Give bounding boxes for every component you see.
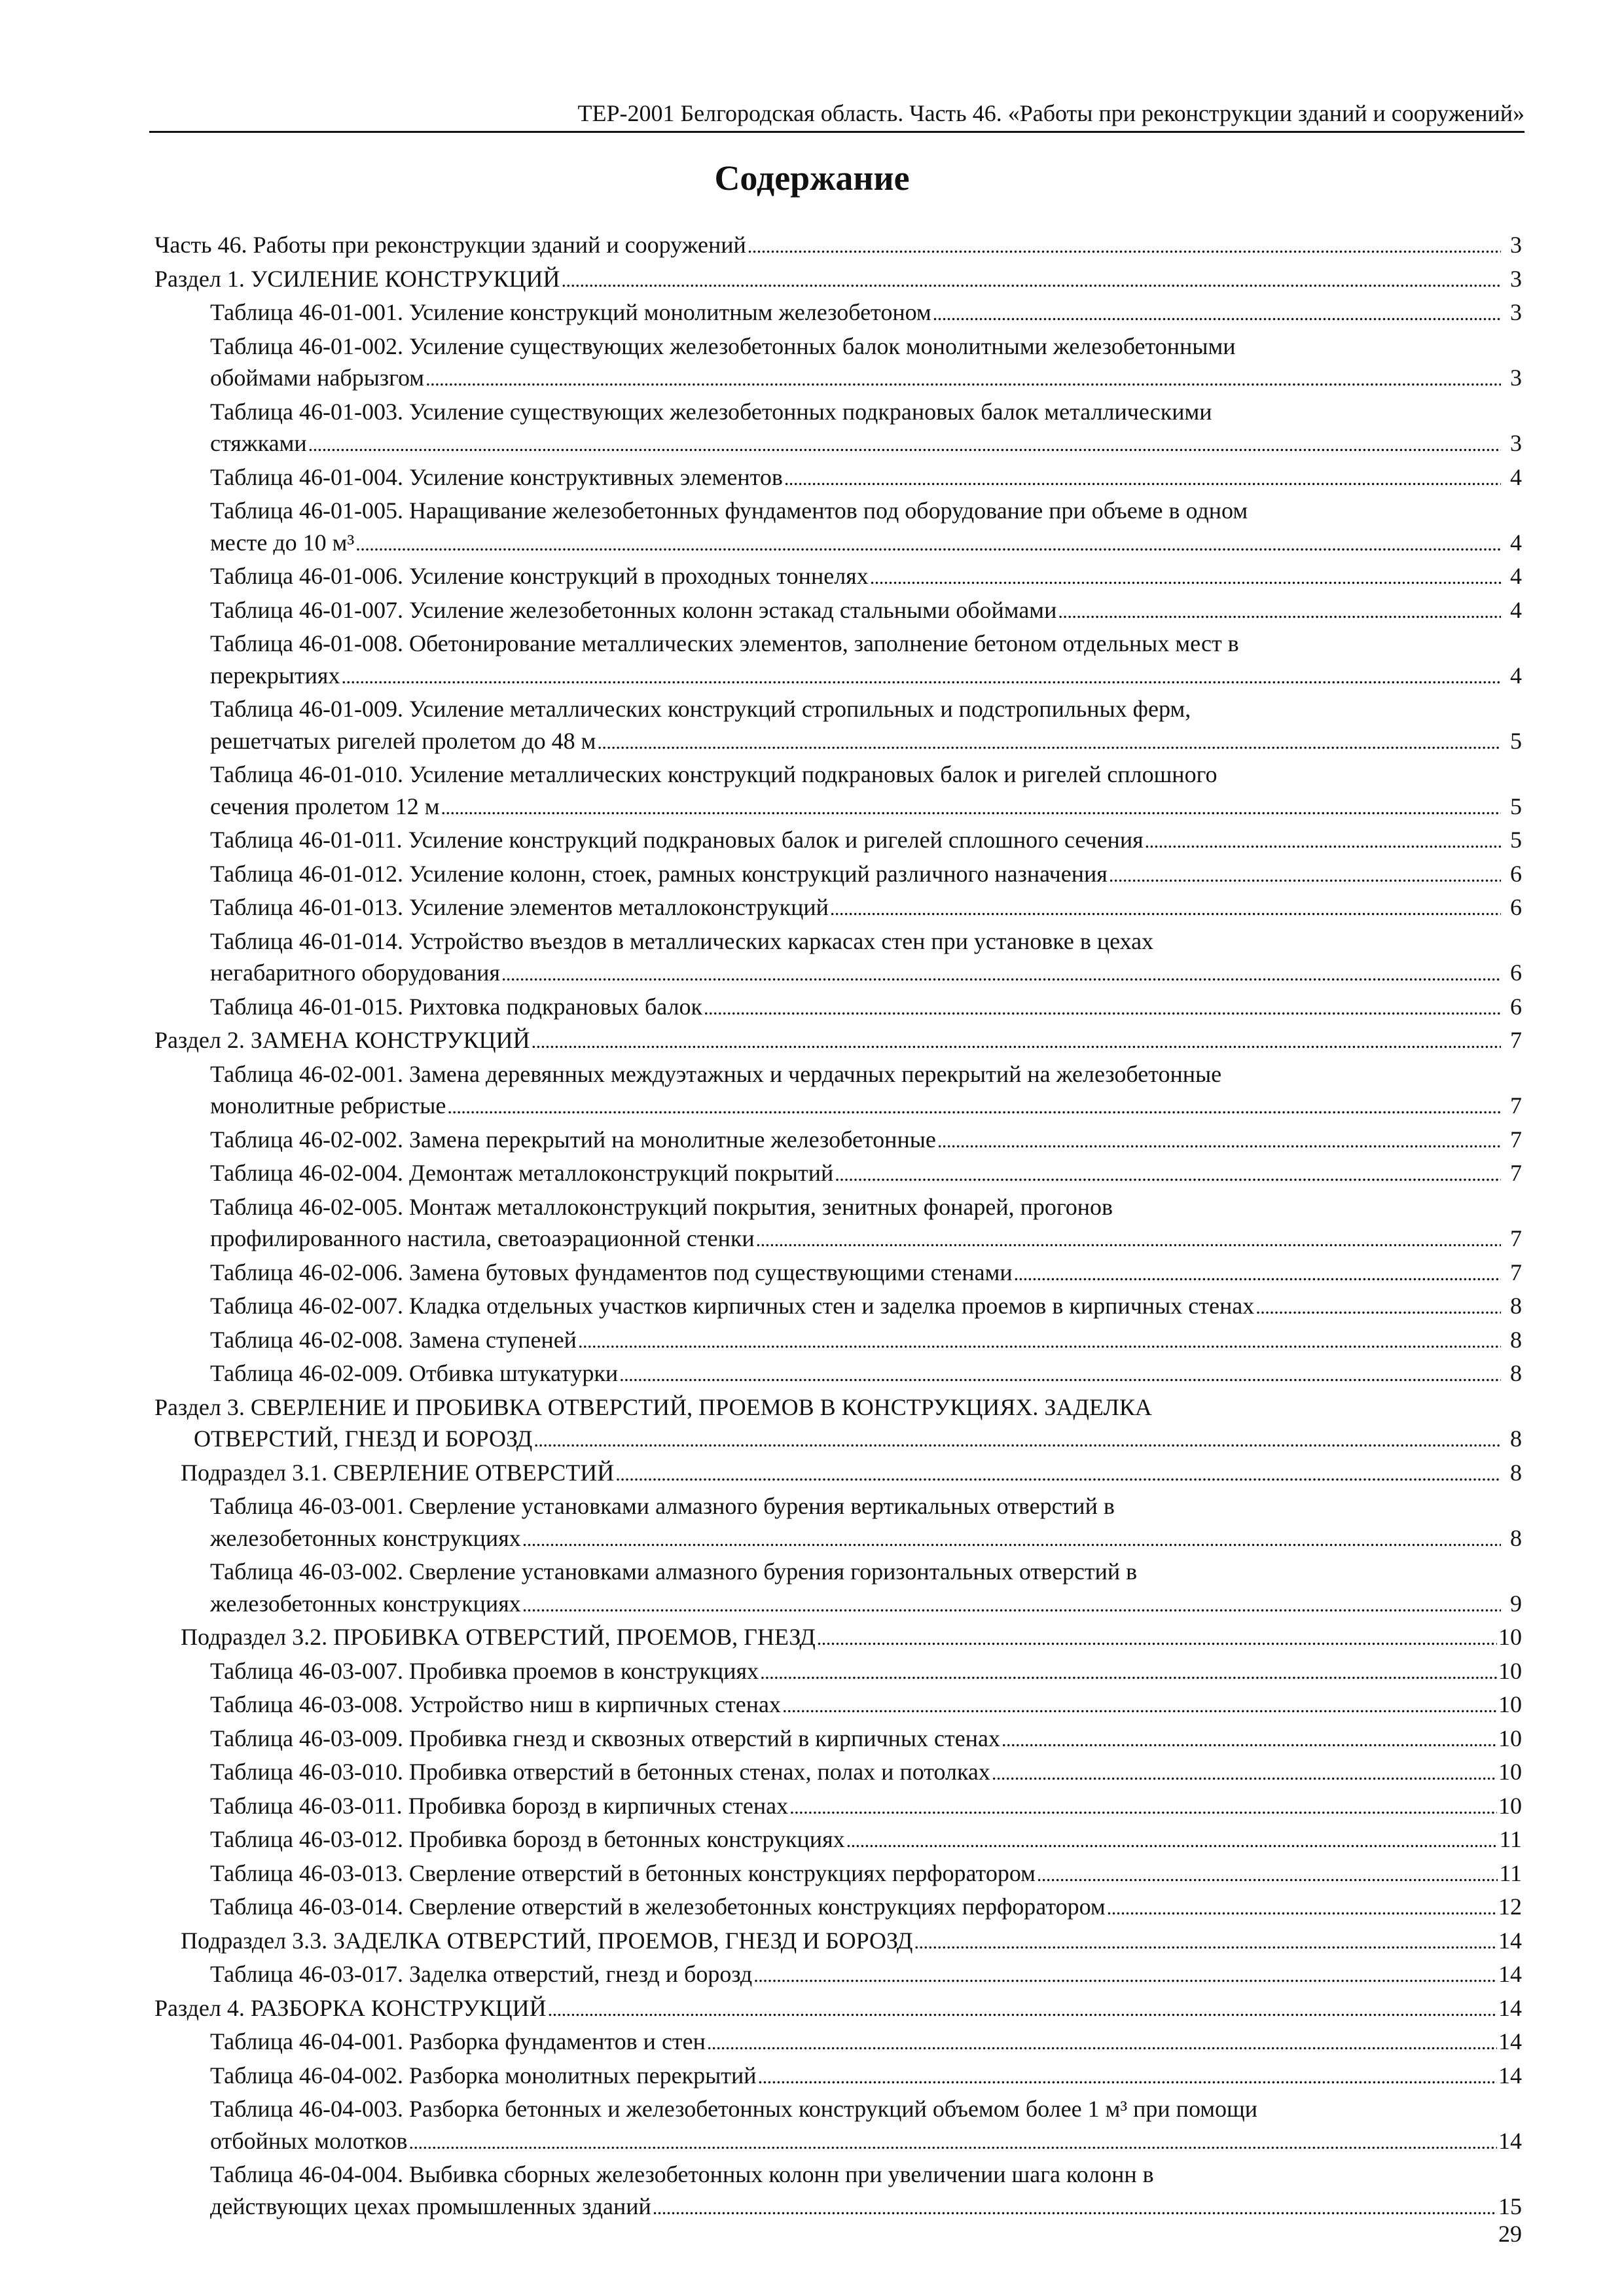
toc-page-number: 10 [1498, 1759, 1522, 1785]
toc-table-entry[interactable] [154, 1191, 1522, 1257]
toc-entry-text: Таблица 46-02-004. Демонтаж металлоконструкций покрытий [210, 1160, 834, 1186]
dot-leader [1058, 594, 1501, 628]
toc-entry-text: Таблица 46-01-010. Усиление металлических конструкций подкрановых балок и ригелей сплошного [210, 761, 1218, 787]
toc-entry-text: Таблица 46-03-009. Пробивка гнезд и сквозных отверстий в кирпичных стенах [210, 1725, 1000, 1751]
toc-entry-text: стяжками [210, 430, 307, 456]
toc-entry-text: железобетонных конструкциях [210, 1590, 521, 1617]
toc-entry-text: Таблица 46-02-005. Монтаж металлоконструкций покрытия, зенитных фонарей, прогонов [210, 1193, 1113, 1220]
toc-entry-text: Подраздел 3.3. ЗАДЕЛКА ОТВЕРСТИЙ, ПРОЕМОВ, ГНЕЗД И БОРОЗД [181, 1927, 913, 1954]
toc-entry-text: профилированного настила, светоаэрационной стенки [210, 1225, 755, 1251]
toc-entry-text: Раздел 3. СВЕРЛЕНИЕ И ПРОБИВКА ОТВЕРСТИЙ, ПРОЕМОВ В КОНСТРУКЦИЯХ. ЗАДЕЛКА [154, 1393, 1152, 1420]
toc-page-number: 9 [1510, 1590, 1522, 1617]
toc-page-number: 3 [1510, 232, 1522, 258]
dot-leader [1145, 824, 1501, 858]
dot-leader [1255, 1290, 1501, 1324]
toc-table-entry[interactable] [154, 1257, 1522, 1291]
toc-entry-text: Таблица 46-01-005. Наращивание железобетонных фундаментов под оборудование при объеме в одном [210, 497, 1248, 524]
dot-leader [758, 2060, 1497, 2094]
toc-entry-text: Таблица 46-02-009. Отбивка штукатурки [210, 1360, 619, 1386]
toc-table-entry[interactable] [154, 858, 1522, 892]
toc-table-entry[interactable] [154, 1556, 1522, 1621]
toc-page-number: 5 [1510, 793, 1522, 819]
dot-leader [760, 1655, 1497, 1689]
toc-page-number: 14 [1498, 1927, 1522, 1954]
toc-section-entry[interactable] [154, 1024, 1522, 1058]
toc-entry-text: Таблица 46-01-007. Усиление железобетонных колонн эстакад стальными обоймами [210, 596, 1057, 623]
toc-entry-text: Таблица 46-03-017. Заделка отверстий, гнезд и борозд [210, 1961, 753, 1987]
toc-entry-text: Таблица 46-03-007. Пробивка проемов в конструкциях [210, 1657, 759, 1684]
toc-subsection-entry[interactable] [154, 1925, 1522, 1959]
toc-entry-text: Раздел 1. УСИЛЕНИЕ КОНСТРУКЦИЙ [154, 265, 560, 292]
toc-page-number: 14 [1498, 1961, 1522, 1987]
toc-page-number: 4 [1510, 529, 1522, 556]
toc-table-entry[interactable] [154, 1655, 1522, 1689]
dot-leader [817, 1621, 1497, 1655]
dot-leader [653, 2191, 1497, 2225]
dot-leader [341, 660, 1501, 694]
dot-leader [561, 263, 1501, 297]
toc-entry-text: Часть 46. Работы при реконструкции зданий и сооружений [154, 232, 746, 258]
toc-entry-text: Таблица 46-01-008. Обетонирование металлических элементов, заполнение бетоном отдельных мест в [210, 630, 1239, 656]
toc-entry-text: Таблица 46-01-001. Усиление конструкций монолитным железобетоном [210, 299, 931, 325]
dot-leader [707, 2026, 1497, 2060]
toc-page-number: 3 [1510, 430, 1522, 456]
dot-leader [308, 427, 1501, 461]
toc-table-entry[interactable] [154, 693, 1522, 759]
toc-entry-text: Таблица 46-01-003. Усиление существующих железобетонных подкрановых балок металлическими [210, 398, 1212, 425]
toc-page-number: 8 [1510, 1360, 1522, 1386]
dot-leader [704, 991, 1501, 1025]
toc-entry-text: Раздел 4. РАЗБОРКА КОНСТРУКЦИЙ [154, 1994, 547, 2021]
toc-page-number: 6 [1510, 993, 1522, 1020]
toc-entry-text: обоймами набрызгом [210, 365, 425, 391]
dot-leader [619, 1357, 1501, 1391]
toc-subsection-entry[interactable] [154, 1621, 1522, 1655]
toc-page-number: 4 [1510, 563, 1522, 589]
toc-table-entry[interactable] [154, 495, 1522, 560]
toc-page-number: 8 [1510, 1524, 1522, 1551]
toc-entry-text: Таблица 46-02-007. Кладка отдельных участков кирпичных стен и заделка проемов в кирпичных стенах [210, 1293, 1255, 1319]
toc-table-entry[interactable] [154, 891, 1522, 925]
dot-leader [756, 1223, 1501, 1257]
toc-entry-text: негабаритного оборудования [210, 960, 500, 986]
dot-leader [548, 1992, 1497, 2026]
toc-entry-text: Таблица 46-02-008. Замена ступеней [210, 1326, 577, 1353]
dot-leader [447, 1090, 1501, 1124]
dot-leader [522, 1522, 1501, 1556]
toc-page-number: 3 [1510, 365, 1522, 391]
toc-entry-text: Таблица 46-03-013. Сверление отверстий в бетонных конструкциях перфоратором [210, 1859, 1036, 1886]
toc-page-number: 10 [1498, 1624, 1522, 1650]
toc-subsection-entry[interactable] [154, 1457, 1522, 1491]
toc-page-number: 7 [1510, 1259, 1522, 1285]
toc-entry-text: Таблица 46-03-001. Сверление установками алмазного бурения вертикальных отверстий в [210, 1493, 1115, 1519]
toc-entry-text: Таблица 46-01-013. Усиление элементов металлоконструкций [210, 894, 829, 920]
dot-leader [1037, 1857, 1498, 1892]
toc-entry-text: Таблица 46-01-006. Усиление конструкций в проходных тоннелях [210, 563, 869, 589]
toc-table-entry[interactable] [154, 1357, 1522, 1391]
toc-entry-text: месте до 10 м³ [210, 529, 355, 556]
toc-entry-text: Таблица 46-03-010. Пробивка отверстий в бетонных стенах, полах и потолках [210, 1759, 990, 1785]
toc-entry-text: Таблица 46-02-002. Замена перекрытий на монолитные железобетонные [210, 1126, 936, 1153]
toc-page-number: 11 [1499, 1859, 1522, 1886]
toc-table-entry[interactable] [154, 1723, 1522, 1757]
toc-entry-text: ОТВЕРСТИЙ, ГНЕЗД И БОРОЗД [194, 1426, 533, 1452]
toc-page-number: 8 [1510, 1426, 1522, 1452]
toc-page-number: 14 [1498, 2028, 1522, 2054]
dot-leader [753, 1958, 1497, 1992]
toc-table-entry[interactable] [154, 1790, 1522, 1824]
toc-entry-text: Таблица 46-03-002. Сверление установками алмазного бурения горизонтальных отверстий в [210, 1558, 1138, 1585]
dot-leader [914, 1925, 1497, 1959]
dot-leader [846, 1823, 1498, 1857]
toc-page-number: 8 [1510, 1459, 1522, 1486]
toc-page-number: 14 [1498, 1994, 1522, 2021]
toc-table-entry[interactable] [154, 2026, 1522, 2060]
toc-page-number: 7 [1510, 1160, 1522, 1186]
toc-entry-text: действующих цехах промышленных зданий [210, 2193, 651, 2219]
toc-page-number: 10 [1498, 1725, 1522, 1751]
dot-leader [789, 1790, 1497, 1824]
toc-page-number: 4 [1510, 662, 1522, 689]
dot-leader [425, 362, 1501, 396]
toc-entry-text: Таблица 46-03-014. Сверление отверстий в железобетонных конструкциях перфоратором [210, 1893, 1106, 1920]
toc-table-entry[interactable] [154, 2159, 1522, 2224]
toc-page-number: 14 [1498, 2127, 1522, 2154]
toc-page-number: 8 [1510, 1293, 1522, 1319]
dot-leader [615, 1457, 1501, 1491]
toc-table-entry[interactable] [154, 1290, 1522, 1324]
toc-table-entry[interactable] [154, 1689, 1522, 1723]
toc-page-number: 15 [1498, 2193, 1522, 2219]
toc-page-number: 10 [1498, 1792, 1522, 1819]
toc-table-entry[interactable] [154, 991, 1522, 1025]
toc-page-number: 7 [1510, 1092, 1522, 1119]
toc-table-entry[interactable] [154, 2093, 1522, 2159]
toc-entry-text: железобетонных конструкциях [210, 1524, 521, 1551]
toc-page-number: 14 [1498, 2062, 1522, 2089]
dot-leader [578, 1324, 1501, 1358]
dot-leader [522, 1588, 1501, 1622]
toc-table-entry[interactable] [154, 1756, 1522, 1790]
toc-page-number: 4 [1510, 596, 1522, 623]
toc-entry-text: Таблица 46-04-003. Разборка бетонных и железобетонных конструкций объемом более 1 м³ при помощи [210, 2096, 1258, 2122]
toc-page-number: 10 [1498, 1691, 1522, 1717]
dot-leader [1109, 858, 1501, 892]
dot-leader [1107, 1891, 1497, 1925]
toc-section-entry[interactable] [154, 263, 1522, 297]
toc-entry-text: Таблица 46-01-004. Усиление конструктивных элементов [210, 463, 783, 490]
dot-leader [501, 957, 1501, 991]
toc-table-entry[interactable] [154, 461, 1522, 495]
toc-entry-text: Подраздел 3.1. СВЕРЛЕНИЕ ОТВЕРСТИЙ [181, 1459, 615, 1486]
toc-entry-text: Таблица 46-02-001. Замена деревянных междуэтажных и чердачных перекрытий на железобетонные [210, 1060, 1222, 1087]
running-header: ТЕР-2001 Белгородская область. Часть 46. «Работы при реконструкции зданий и сооружений» [149, 96, 1525, 133]
toc-page-number: 6 [1510, 860, 1522, 887]
toc-page-number: 8 [1510, 1326, 1522, 1353]
toc-entry-text: Раздел 2. ЗАМЕНА КОНСТРУКЦИЙ [154, 1027, 530, 1053]
toc-entry-text: Таблица 46-04-002. Разборка монолитных перекрытий [210, 2062, 757, 2089]
dot-leader [835, 1157, 1501, 1191]
dot-leader [441, 791, 1501, 825]
toc-page-number: 10 [1498, 1657, 1522, 1684]
toc-table-entry[interactable] [154, 1891, 1522, 1925]
toc-entry-text: Таблица 46-01-011. Усиление конструкций подкрановых балок и ригелей сплошного сечения [210, 827, 1144, 853]
dot-leader [1001, 1723, 1497, 1757]
toc-page-number: 7 [1510, 1225, 1522, 1251]
dot-leader [408, 2125, 1497, 2159]
toc-entry-text: Таблица 46-01-015. Рихтовка подкрановых балок [210, 993, 703, 1020]
dot-leader [992, 1756, 1497, 1790]
toc-page-number: 5 [1510, 827, 1522, 853]
toc-table-entry[interactable] [154, 628, 1522, 693]
toc-table-entry[interactable] [154, 1058, 1522, 1124]
toc-section-entry[interactable] [154, 229, 1522, 263]
dot-leader [748, 229, 1501, 263]
toc-page-number: 12 [1498, 1893, 1522, 1920]
toc-entry-text: отбойных молотков [210, 2127, 408, 2154]
toc-entry-text: перекрытиях [210, 662, 340, 689]
toc-table-entry[interactable] [154, 759, 1522, 824]
toc-entry-text: Таблица 46-04-001. Разборка фундаментов и стен [210, 2028, 706, 2054]
toc-page-number: 4 [1510, 463, 1522, 490]
dot-leader [784, 461, 1501, 495]
toc-entry-text: сечения пролетом 12 м [210, 793, 440, 819]
toc-page-number: 7 [1510, 1027, 1522, 1053]
toc-entry-text: Подраздел 3.2. ПРОБИВКА ОТВЕРСТИЙ, ПРОЕМОВ, ГНЕЗД [181, 1624, 816, 1650]
dot-leader [870, 560, 1501, 594]
toc-entry-text: Таблица 46-02-006. Замена бутовых фундаментов под существующими стенами [210, 1259, 1013, 1285]
toc-table-entry[interactable] [154, 1324, 1522, 1358]
toc-table-entry[interactable] [154, 1490, 1522, 1556]
toc-section-entry[interactable] [154, 1391, 1522, 1457]
toc-table-entry[interactable] [154, 296, 1522, 331]
toc-table-entry[interactable] [154, 2060, 1522, 2094]
toc-table-entry[interactable] [154, 1857, 1522, 1892]
dot-leader [597, 725, 1501, 759]
toc-page-number: 3 [1510, 299, 1522, 325]
toc-table-entry[interactable] [154, 560, 1522, 594]
toc-table-entry[interactable] [154, 824, 1522, 858]
toc-table-entry[interactable] [154, 594, 1522, 628]
toc-table-entry[interactable] [154, 1124, 1522, 1158]
toc-entry-text: решетчатых ригелей пролетом до 48 м [210, 727, 596, 754]
toc-page-number: 3 [1510, 265, 1522, 292]
page-number: 29 [1498, 2221, 1522, 2247]
toc-section-entry[interactable] [154, 1992, 1522, 2026]
page-title: Содержание [714, 158, 910, 198]
toc-entry-text: Таблица 46-03-011. Пробивка борозд в кирпичных стенах [210, 1792, 789, 1819]
toc-entry-text: монолитные ребристые [210, 1092, 446, 1119]
dot-leader [533, 1423, 1501, 1457]
toc-page-number: 6 [1510, 894, 1522, 920]
dot-leader [933, 296, 1501, 331]
toc-entry-text: Таблица 46-03-012. Пробивка борозд в бетонных конструкциях [210, 1826, 845, 1852]
toc-table-entry[interactable] [154, 1157, 1522, 1191]
dot-leader [355, 527, 1501, 561]
toc-table-entry[interactable] [154, 925, 1522, 991]
toc-page-number: 11 [1499, 1826, 1522, 1852]
toc-entry-text: Таблица 46-04-004. Выбивка сборных железобетонных колонн при увеличении шага колонн в [210, 2161, 1154, 2187]
dot-leader [830, 891, 1501, 925]
toc-page-number: 5 [1510, 727, 1522, 754]
dot-leader [782, 1689, 1497, 1723]
toc-entry-text: Таблица 46-01-009. Усиление металлических конструкций стропильных и подстропильных ферм, [210, 696, 1191, 722]
dot-leader [937, 1124, 1501, 1158]
dot-leader [1014, 1257, 1501, 1291]
toc-entry-text: Таблица 46-03-008. Устройство ниш в кирпичных стенах [210, 1691, 782, 1717]
toc-page-number: 6 [1510, 960, 1522, 986]
toc-entry-text: Таблица 46-01-014. Устройство въездов в металлических каркасах стен при установке в цехах [210, 927, 1154, 954]
toc-table-entry[interactable] [154, 331, 1522, 396]
toc-table-entry[interactable] [154, 1958, 1522, 1992]
dot-leader [532, 1024, 1501, 1058]
toc-table-entry[interactable] [154, 396, 1522, 461]
toc-table-entry[interactable] [154, 1823, 1522, 1857]
table-of-contents [154, 229, 1522, 2224]
toc-entry-text: Таблица 46-01-002. Усиление существующих железобетонных балок монолитными железобетонными [210, 332, 1236, 359]
toc-entry-text: Таблица 46-01-012. Усиление колонн, стоек, рамных конструкций различного назначения [210, 860, 1108, 887]
toc-page-number: 7 [1510, 1126, 1522, 1153]
